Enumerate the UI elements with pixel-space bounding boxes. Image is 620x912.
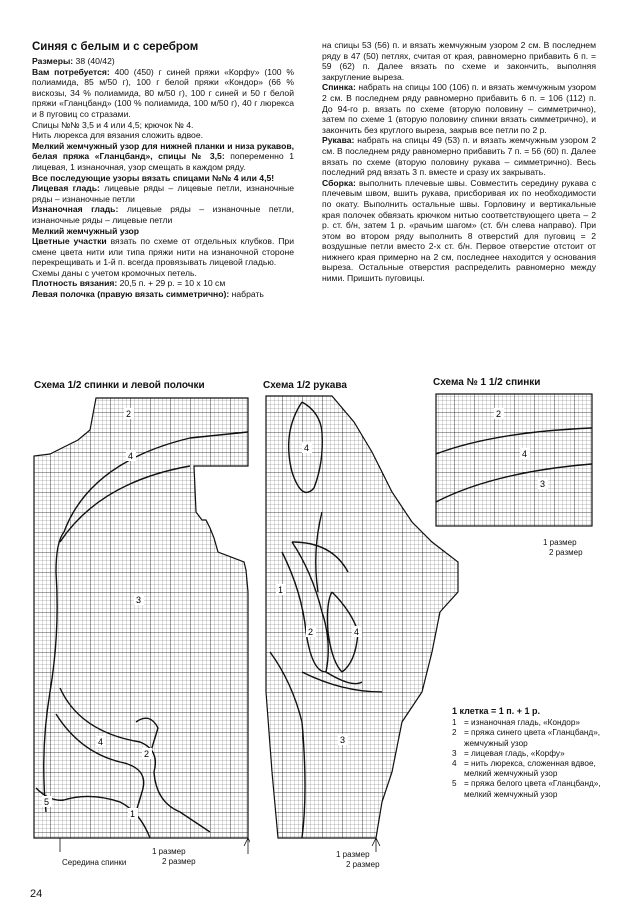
paragraph-label: Цветные участки xyxy=(32,236,107,247)
paragraph-label: Сборка: xyxy=(322,177,356,188)
chart-number: 3 xyxy=(540,479,546,489)
legend-item xyxy=(452,759,602,779)
chart-number: 4 xyxy=(98,737,104,747)
middle-back-label: Середина спинки xyxy=(62,858,127,867)
chart-number: 2 xyxy=(496,409,502,419)
schema-title-back-front: Схема 1/2 спинки и левой полочки xyxy=(34,380,205,391)
paragraph-text: набрать xyxy=(229,289,264,300)
paragraph-text: лицевые ряды – изнаночные петли, изнаночные ряды – лицевые петли xyxy=(32,204,294,225)
paragraph-text: Спицы №№ 3,5 и 4 или 4,5; крючок № 4. xyxy=(32,119,194,130)
legend-item xyxy=(452,728,602,748)
paragraph-label: Мелкий жемчужный узор xyxy=(32,225,140,236)
legend-item xyxy=(452,749,602,759)
paragraph-label: Спинка: xyxy=(322,82,356,93)
text-paragraph xyxy=(322,40,596,82)
back-front-chart xyxy=(30,392,250,862)
chart-number: 4 xyxy=(354,627,360,637)
legend-text: = пряжа синего цвета «Гланцбанд», жемчужный узор xyxy=(464,728,601,748)
legend-head: 1 клетка = 1 п. + 1 р. xyxy=(452,706,540,716)
legend-text: = пряжа белого цвета «Гланцбанд», мелкий жемчужный узор xyxy=(464,779,601,799)
paragraph-text: 20,5 п. + 29 р. = 10 х 10 см xyxy=(117,278,226,289)
article-title: Синяя с белым и с серебром xyxy=(32,41,199,53)
sleeve-size2-label: 2 размер xyxy=(346,860,380,869)
legend-item xyxy=(452,718,602,728)
text-paragraph xyxy=(32,56,294,67)
text-paragraph xyxy=(32,120,294,131)
legend-key: 3 xyxy=(452,748,457,758)
chart-legend xyxy=(452,706,602,800)
chart-number: 4 xyxy=(304,443,310,453)
paragraph-label: Плотность вязания: xyxy=(32,278,118,289)
schema-title-sleeve: Схема 1/2 рукава xyxy=(263,380,347,391)
paragraph-label: Все последующие узоры вязать спицами №№ 4 или 4,5! xyxy=(32,172,275,183)
paragraph-label: Мелкий жемчужный узор для нижней планки и низа рукавов, белая пряжа «Гланцбанд», спицы № 3,5: xyxy=(32,140,294,162)
paragraph-label: Вам потребуется: xyxy=(32,66,110,77)
text-paragraph xyxy=(32,268,294,279)
chart-number: 5 xyxy=(44,797,50,807)
paragraph-text: на спицы 53 (56) п. и вязать жемчужным узором 2 см. В последнем ряду в 47 (50) петлях, считая от края, равномерно прибавить 6 п. = 59 (62) п. Далее вязать по схеме и закончить, выполняя закругление выреза. xyxy=(322,40,596,82)
chart-number: 1 xyxy=(130,809,136,819)
chart-number: 4 xyxy=(522,449,528,459)
sleeve-size1-label: 1 размер xyxy=(336,850,370,859)
schema1-chart xyxy=(434,392,596,532)
chart-number: 4 xyxy=(128,451,134,461)
chart-number: 1 xyxy=(278,585,284,595)
paragraph-text: лицевые ряды – лицевые петли, изнаночные ряды – изнаночные петли xyxy=(32,183,294,204)
chart-number: 2 xyxy=(308,627,314,637)
paragraph-text: Нить люрекса для вязания сложить вдвое. xyxy=(32,130,203,141)
text-paragraph xyxy=(32,289,294,300)
paragraph-text: 38 (40/42) xyxy=(73,56,115,66)
chart-number: 2 xyxy=(144,749,150,759)
text-paragraph xyxy=(322,82,596,135)
text-paragraph xyxy=(32,173,294,184)
paragraph-text: вязать по схеме от отдельных клубков. При смене цвета нити или типа пряжи нити на изнаночной стороне перекрещивать и 1-й п. всегда провязывать лицевой гладью. xyxy=(32,236,295,268)
paragraph-text: 400 (450) г синей пряжи «Корфу» (100 % полиамида, 85 м/50 г), 100 г белой пряжи «Кондор» (66 % вискозы, 34 % полиамида, 80 м/50 г), 100 г синей и 50 г белой пряжи «Гланцбанд» (100 % полиамида, 100 м/50 г), 40 г люрекса и 8 пуговиц со стразами. xyxy=(32,66,295,119)
left-text-column xyxy=(32,40,294,300)
text-paragraph xyxy=(32,183,294,204)
right-text-column xyxy=(322,40,596,284)
paragraph-label: Изнаночная гладь: xyxy=(32,204,119,215)
schema1-size2-label: 2 размер xyxy=(549,548,583,557)
chart-number: 3 xyxy=(136,595,142,605)
paragraph-text: набрать на спицы 49 (53) п. и вязать жемчужным узором 2 см. В последнем ряду равномерно прибавить 7 п. = 56 (60) п. Далее вязать по схеме (вторую половину рукава – симметрично). Весь последний ряд вязать 3 п. вместе и сразу их закрывать. xyxy=(322,135,596,178)
paragraph-text: Схемы даны с учетом кромочных петель. xyxy=(32,267,197,278)
chart-number: 3 xyxy=(340,735,346,745)
legend-item xyxy=(452,779,602,799)
sleeve-chart xyxy=(262,392,462,852)
legend-text: = нить люрекса, сложенная вдвое, мелкий жемчужный узор xyxy=(464,759,596,779)
legend-text: = изнаночная гладь, «Кондор» xyxy=(464,718,580,728)
paragraph-label: Левая полочка (правую вязать симметрично): xyxy=(32,289,230,300)
paragraph-label: Лицевая гладь: xyxy=(32,183,100,194)
size1-label: 1 размер xyxy=(152,847,186,856)
text-paragraph xyxy=(32,278,294,289)
paragraph-label: Размеры: xyxy=(32,56,74,66)
paragraph-label: Рукава: xyxy=(322,135,355,146)
legend-key: 1 xyxy=(452,718,457,728)
text-paragraph xyxy=(322,178,596,284)
legend-key: 4 xyxy=(452,759,457,769)
text-paragraph xyxy=(32,204,294,225)
text-paragraph xyxy=(32,141,294,173)
text-paragraph xyxy=(32,67,294,120)
text-paragraph xyxy=(32,226,294,237)
legend-key: 5 xyxy=(452,779,457,789)
schema-title-schema1: Схема № 1 1/2 спинки xyxy=(433,377,541,388)
paragraph-text: выполнить плечевые швы. Совместить середину рукава с плечевым швом, вшить рукава, присборивая их по необходимости по окату. Выполнить остальные швы. Горловину и вертикальные края полочек обвязать крючком нитью соответствующего цвета – 2 р. ст. б/н, затем 1 р. «рачьим шагом» (ст. б/н слева направо). При этом во втором ряду выполнить 8 отверстий для пуговиц = 2 воздушные петли вместо 2-х ст. б/н. Первое отверстие отстоит от нижнего края примерно на 2 см, последнее находится у основания выреза. Остальные отверстия распределить равномерно между ними. Пришить пуговицы. xyxy=(322,177,596,284)
legend-text: = лицевая гладь, «Корфу» xyxy=(464,748,565,758)
text-paragraph xyxy=(32,236,294,268)
text-paragraph xyxy=(322,135,596,177)
schema1-size1-label: 1 размер xyxy=(543,538,577,547)
chart-number: 2 xyxy=(126,409,132,419)
text-paragraph xyxy=(32,130,294,141)
paragraph-text: попеременно 1 лицевая, 1 изнаночная, узор смещать в каждом ряду. xyxy=(32,151,294,172)
page-number: 24 xyxy=(30,888,43,900)
size2-label: 2 размер xyxy=(162,857,196,866)
legend-key: 2 xyxy=(452,728,457,738)
paragraph-text: набрать на спицы 100 (106) п. и вязать жемчужным узором 2 см. В последнем ряду равномерно прибавить 6 п. = 106 (112) п. До 94-го р. вязать по схеме (вторую половину – симметрично), затем по схеме 1 (вторую половину спинки вязать симметрично), и закончить без круглого выреза, закрыв все петли по 2 р. xyxy=(322,82,596,135)
